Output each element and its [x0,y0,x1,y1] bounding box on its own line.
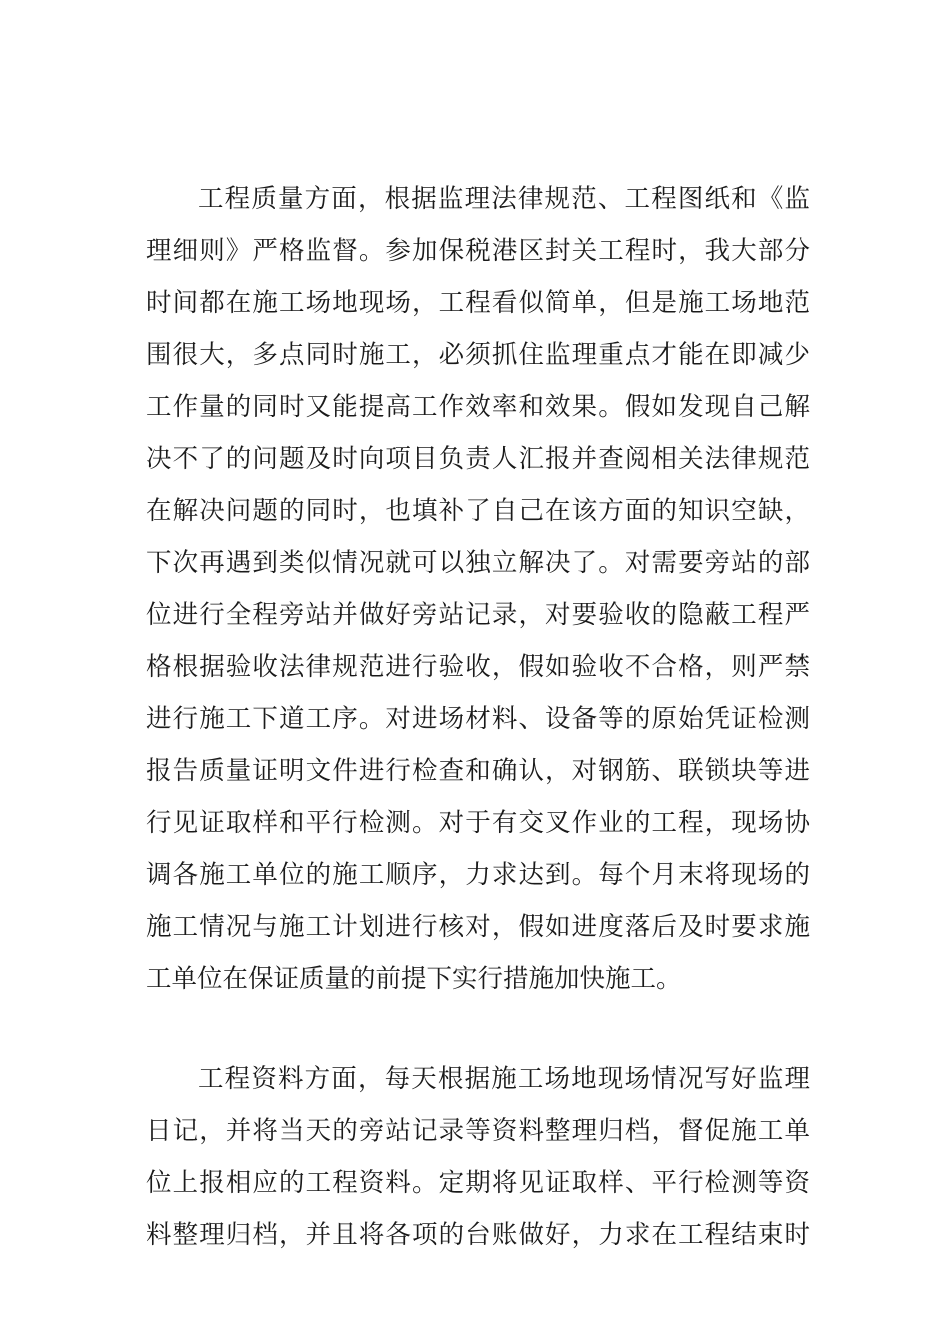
paragraph-1-line-9: 位进行全程旁站并做好旁站记录，对要验收的隐蔽工程严 [146,600,810,630]
paragraph-1-line-4: 围很大，多点同时施工，必须抓住监理重点才能在即减少 [146,340,810,370]
paragraph-1-line-14: 调各施工单位的施工顺序，力求达到。每个月末将现场的 [146,860,810,890]
paragraph-1-line-10: 格根据验收法律规范进行验收，假如验收不合格，则严禁 [146,652,810,682]
paragraph-1-line-16: 工单位在保证质量的前提下实行措施加快施工。 [146,964,682,994]
paragraph-1-line-7: 在解决问题的同时，也填补了自己在该方面的知识空缺， [146,496,810,526]
paragraph-1-line-1: 工程质量方面，根据监理法律规范、工程图纸和《监 [198,184,810,214]
paragraph-1-line-11: 进行施工下道工序。对进场材料、设备等的原始凭证检测 [146,704,810,734]
paragraph-1-line-12: 报告质量证明文件进行检查和确认，对钢筋、联锁块等进 [146,756,810,786]
paragraph-2-line-3: 位上报相应的工程资料。定期将见证取样、平行检测等资 [146,1168,810,1198]
paragraph-2-line-4: 料整理归档，并且将各项的台账做好，力求在工程结束时 [146,1220,810,1250]
paragraph-1-line-3: 时间都在施工场地现场，工程看似简单，但是施工场地范 [146,288,810,318]
paragraph-2-line-2: 日记，并将当天的旁站记录等资料整理归档，督促施工单 [146,1116,810,1146]
paragraph-1-line-15: 施工情况与施工计划进行核对，假如进度落后及时要求施 [146,912,810,942]
paragraph-1-line-6: 决不了的问题及时向项目负责人汇报并查阅相关法律规范 [146,444,810,474]
paragraph-1-line-5: 工作量的同时又能提高工作效率和效果。假如发现自己解 [146,392,810,422]
paragraph-2-line-1: 工程资料方面，每天根据施工场地现场情况写好监理 [198,1064,810,1094]
paragraph-1-line-13: 行见证取样和平行检测。对于有交叉作业的工程，现场协 [146,808,810,838]
paragraph-1-line-2: 理细则》严格监督。参加保税港区封关工程时，我大部分 [146,236,810,266]
paragraph-1-line-8: 下次再遇到类似情况就可以独立解决了。对需要旁站的部 [146,548,810,578]
